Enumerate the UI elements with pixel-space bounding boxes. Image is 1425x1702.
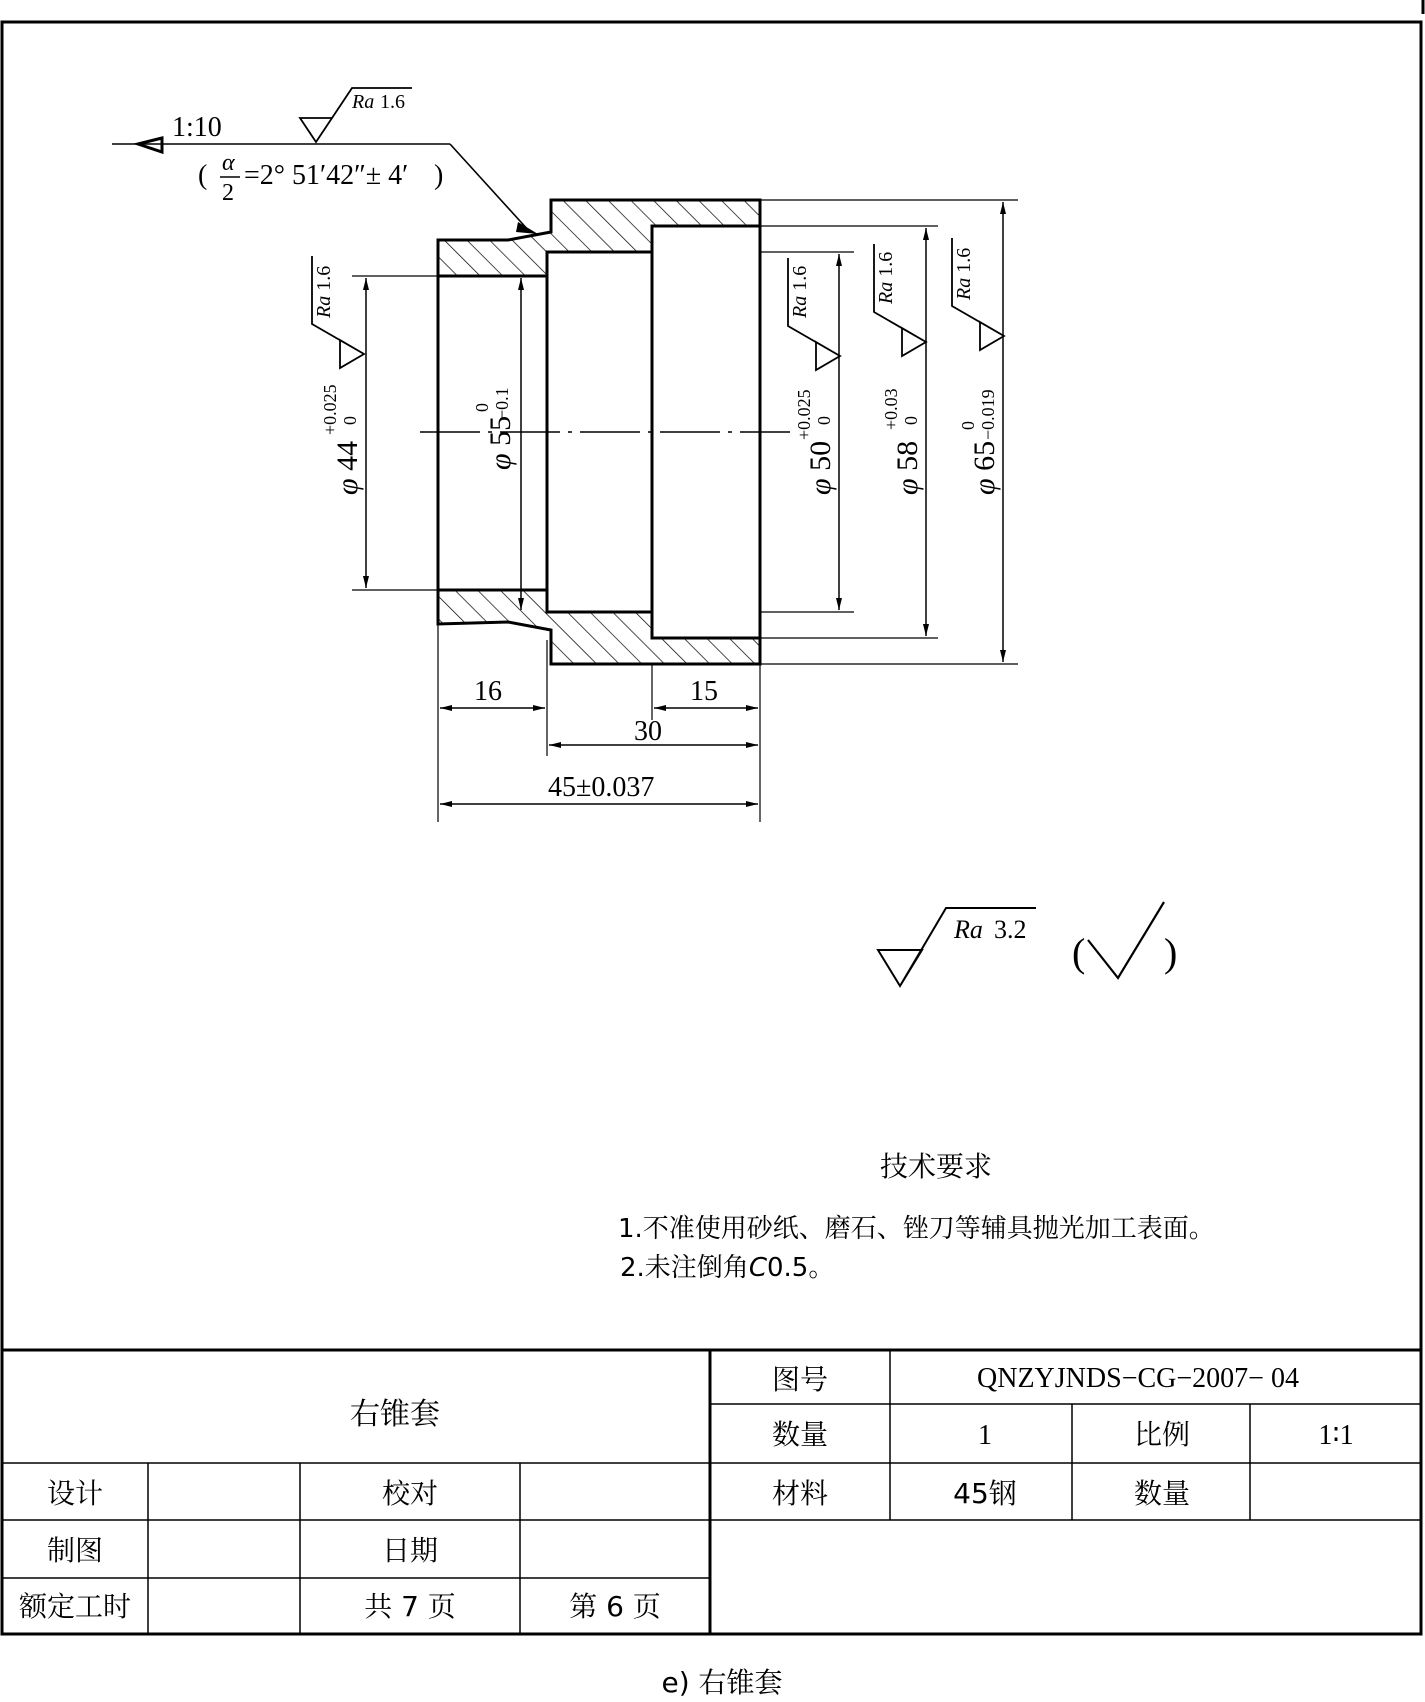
date-label: 日期 xyxy=(381,1534,439,1567)
material-label: 材料 xyxy=(771,1477,829,1510)
general-roughness xyxy=(878,902,1177,986)
phi50-main: 50 xyxy=(804,440,837,471)
roughness-value-general: 3.2 xyxy=(994,915,1027,944)
phi55-symbol: φ xyxy=(484,453,517,470)
drafting-label: 制图 xyxy=(46,1534,104,1567)
half-angle-paren-open: ( xyxy=(198,160,208,191)
svg-text:φ 65 xyxy=(968,441,1001,495)
len-15: 15 xyxy=(690,676,718,707)
qty-label-2: 数量 xyxy=(1133,1477,1191,1510)
phi50-lower-tol: 0 xyxy=(814,416,834,425)
phi55-main: 55 xyxy=(484,415,517,446)
phi50-symbol: φ xyxy=(804,478,837,495)
svg-text:φ 58 xyxy=(891,441,924,495)
half-angle-den: 2 xyxy=(222,180,234,206)
scale-value: 1∶1 xyxy=(1318,1420,1354,1451)
roughness-ra-taper: Ra xyxy=(352,91,375,113)
upper-wall-section xyxy=(438,200,760,276)
half-angle-paren-close: ) xyxy=(434,160,444,191)
material-value: 45钢 xyxy=(953,1477,1017,1510)
svg-text:φ 44 xyxy=(331,441,364,495)
taper-ratio: 1:10 xyxy=(172,112,222,143)
part-name: 右锥套 xyxy=(350,1397,440,1432)
figure-caption: e) 右锥套 xyxy=(661,1666,783,1699)
tech-req-title: 技术要求 xyxy=(880,1150,993,1183)
phi65-symbol: φ xyxy=(968,478,1001,495)
phi44-upper-tol: +0.025 xyxy=(320,384,340,435)
drawing-no-value: QNZYJNDS−CG−2007− 04 xyxy=(977,1363,1299,1394)
phi55-upper-tol: 0 xyxy=(472,403,492,412)
technical-requirements xyxy=(618,1150,1215,1283)
taper-callout xyxy=(112,88,538,234)
phi44-symbol: φ xyxy=(331,478,364,495)
phi50-upper-tol: +0.025 xyxy=(794,389,814,440)
phi58-lower-tol: 0 xyxy=(901,416,921,425)
roughness-ra-phi44: Ra 1.6 xyxy=(313,265,335,318)
phi65-lower-tol: −0.019 xyxy=(978,389,998,440)
phi44-main: 44 xyxy=(331,440,364,471)
check-roughness-symbol xyxy=(1088,902,1164,978)
svg-text:φ 55 xyxy=(484,416,517,470)
tech-req-item-1: 1.不准使用砂纸、磨石、锉刀等辅具抛光加工表面。 xyxy=(618,1214,1215,1244)
roughness-ra-general: Ra xyxy=(954,915,983,944)
phi44-lower-tol: 0 xyxy=(340,416,360,425)
phi58-main: 58 xyxy=(891,440,924,471)
half-angle-alpha: α xyxy=(222,150,235,176)
dim-phi55 xyxy=(472,278,521,610)
phi55-lower-tol: −0.1 xyxy=(492,387,512,420)
title-block xyxy=(2,1350,1421,1634)
check-label: 校对 xyxy=(381,1477,439,1510)
paren-open-general: ( xyxy=(1072,930,1086,975)
paren-close-general: ) xyxy=(1164,930,1178,975)
roughness-ra-phi50: Ra 1.6 xyxy=(789,265,811,318)
phi65-main: 65 xyxy=(968,440,1001,471)
hours-label: 额定工时 xyxy=(18,1590,132,1623)
dim-phi44 xyxy=(312,256,438,590)
drawing-no-label: 图号 xyxy=(771,1363,829,1396)
roughness-ra-phi58: Ra 1.6 xyxy=(875,251,897,304)
phi58-symbol: φ xyxy=(891,478,924,495)
len-45: 45±0.037 xyxy=(548,772,655,803)
phi65-upper-tol: 0 xyxy=(958,421,978,430)
lower-wall-section xyxy=(438,590,760,664)
qty-label: 数量 xyxy=(771,1418,829,1451)
tech-req-item-2: 2.未注倒角C0.5。 xyxy=(620,1253,835,1283)
part-section-view xyxy=(420,200,790,664)
len-16: 16 xyxy=(474,676,502,707)
design-label: 设计 xyxy=(46,1477,104,1510)
qty-value: 1 xyxy=(978,1420,992,1451)
scale-label: 比例 xyxy=(1133,1418,1191,1451)
half-angle-value: =2° 51′42″± 4′ xyxy=(244,160,409,191)
phi58-upper-tol: +0.03 xyxy=(881,388,901,430)
svg-text:φ 50 xyxy=(804,441,837,495)
page-number: 第 6 页 xyxy=(569,1590,661,1623)
total-pages: 共 7 页 xyxy=(364,1590,456,1623)
roughness-ra-phi65: Ra 1.6 xyxy=(953,247,975,300)
len-30: 30 xyxy=(634,716,662,747)
taper-symbol xyxy=(138,138,162,152)
roughness-value-taper: 1.6 xyxy=(380,91,405,113)
